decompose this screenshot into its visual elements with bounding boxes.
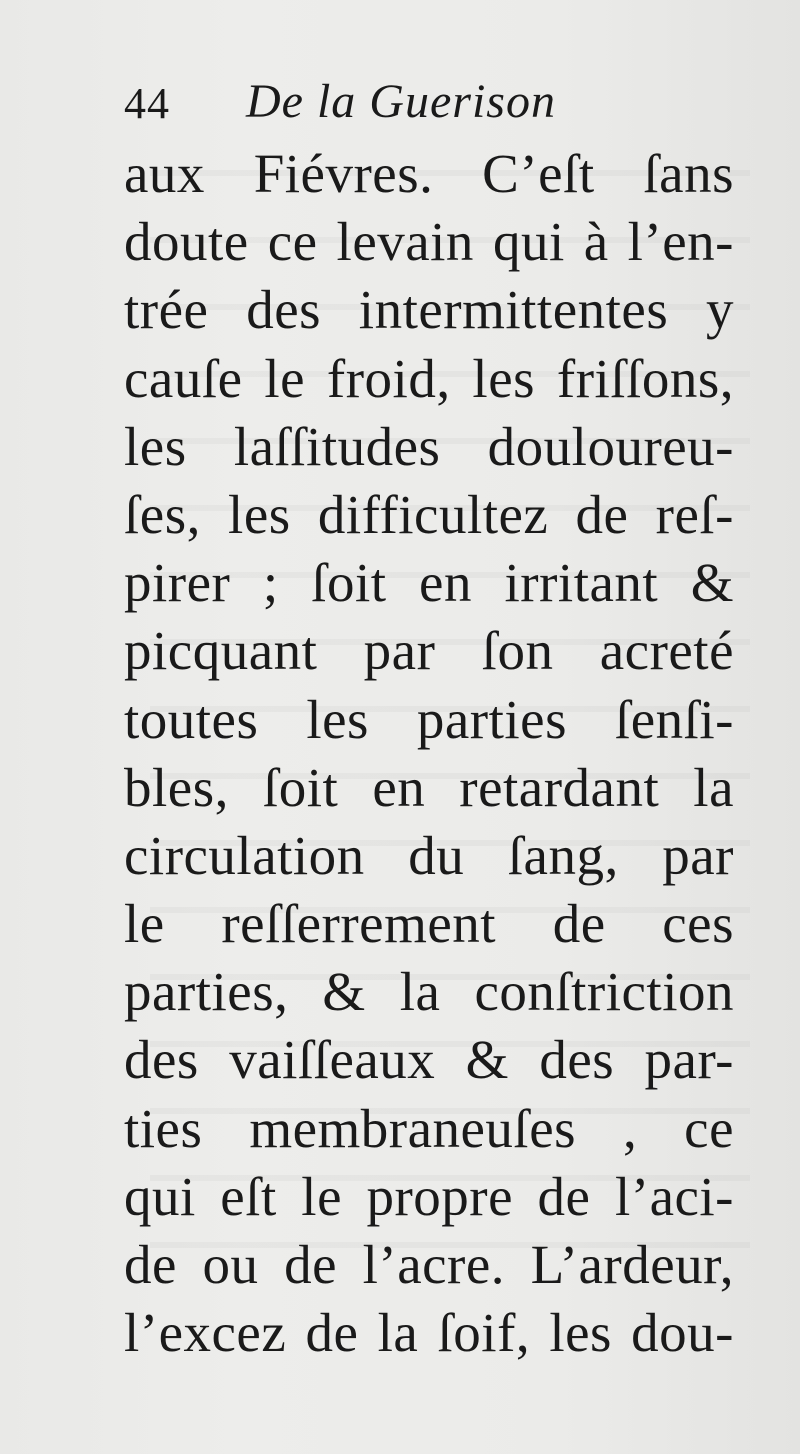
text-line: ties membraneuſes , ce: [124, 1097, 734, 1159]
text-line: le reſſerrement de ces: [124, 893, 734, 955]
text-line: ſes, les difficultez de reſ-: [124, 483, 734, 545]
text-line: cauſe le froid, les friſſons,: [124, 347, 734, 409]
page-header: [124, 62, 724, 132]
text-line: qui eſt le propre de l’aci-: [124, 1165, 734, 1227]
text-line: aux Fiévres. C’eſt ſans: [124, 143, 734, 204]
text-line: trée des intermittentes y: [124, 279, 734, 341]
text-line: circulation du ſang, par: [124, 824, 734, 886]
text-line: bles, ſoit en retardant la: [124, 756, 734, 818]
text-line: les laſſitudes douloureu-: [124, 415, 734, 477]
text-line: de ou de l’acre. L’ardeur,: [124, 1234, 734, 1295]
text-line: doute ce levain qui à l’en-: [124, 211, 734, 273]
body-text: [124, 140, 734, 1367]
text-line: parties, & la conſtriction: [124, 961, 734, 1023]
page-number: 44: [124, 79, 170, 128]
text-line: toutes les parties ſenſi-: [124, 688, 734, 750]
text-line: picquant par ſon acreté: [124, 620, 734, 682]
text-line: des vaiſſeaux & des par-: [124, 1029, 734, 1091]
running-head: De la Guerison: [246, 75, 556, 128]
text-line: pirer ; ſoit en irritant &: [124, 552, 734, 614]
text-line: l’excez de la ſoif, les dou-: [124, 1302, 734, 1364]
